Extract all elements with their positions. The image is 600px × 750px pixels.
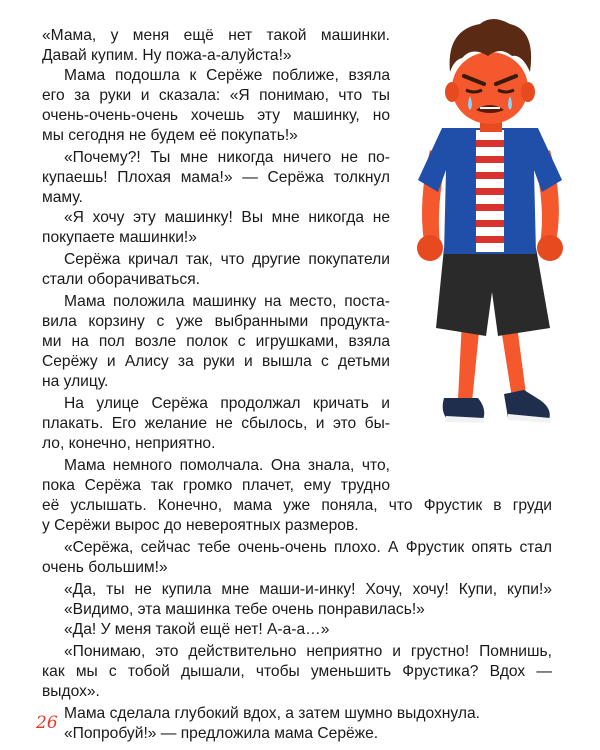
- text-line: плакать. Его желание не сбылось, и это бы-: [42, 415, 390, 432]
- text-line: как мы с тобой дышали, чтобы уменьшить Фрустика? Вдох —: [42, 663, 552, 680]
- text-line: на улицу.: [42, 373, 109, 390]
- text-line: «Почему?! Ты мне никогда ничего не по-: [64, 149, 390, 166]
- text-line: пока Серёжа так громко плачет, ему трудно: [42, 477, 390, 494]
- text-line: «Да, ты не купила мне маши-и-инку! Хочу, хочу! Купи, купи!»: [64, 581, 552, 598]
- text-line: ми на пол возле полок с игрушками, взяла: [42, 333, 390, 350]
- text-line: Мама положила машинку на место, поста-: [64, 293, 390, 310]
- text-line: очень-очень-очень хочешь эту машинку, но: [42, 107, 390, 124]
- text-line: «Да! У меня такой ещё нет! А-а-а…»: [64, 621, 330, 638]
- text-line: очень большим!»: [42, 559, 168, 576]
- text-line: у Серёжи вырос до невероятных размеров.: [42, 517, 359, 534]
- text-line: ло, конечно, неприятно.: [42, 435, 216, 452]
- text-line: «Мама, у меня ещё нет такой машинки.: [42, 27, 390, 44]
- text-line: её услышать. Конечно, мама уже поняла, что Фрустик в груди: [42, 497, 552, 514]
- text-line: «Видимо, эта машинка тебе очень понравилась!»: [64, 601, 425, 618]
- text-line: Мама немного помолчала. Она знала, что,: [64, 457, 390, 474]
- text-line: Мама подошла к Серёже поближе, взяла: [64, 67, 390, 84]
- text-line: «Понимаю, это действительно неприятно и грустно! Помнишь,: [64, 643, 552, 660]
- text-line: «Серёжа, сейчас тебе очень-очень плохо. А Фрустик опять стал: [64, 539, 552, 556]
- text-line: «Я хочу эту машинку! Вы мне никогда не: [64, 209, 390, 226]
- text-line: выдох».: [42, 683, 100, 700]
- text-line: маму.: [42, 189, 83, 206]
- angry-boy-illustration: [400, 10, 580, 460]
- text-line: «Попробуй!» — предложила мама Серёже.: [64, 725, 379, 742]
- text-line: Мама сделала глубокий вдох, а затем шумно выдохнула.: [64, 705, 480, 722]
- text-line: его за руки и сказала: «Я понимаю, что ты: [42, 87, 390, 104]
- text-line: вила корзину с уже выбранными продукта-: [42, 313, 390, 330]
- page-number: 26: [36, 713, 58, 733]
- text-line: Давай купим. Ну пожа-а-алуйста!»: [42, 47, 292, 64]
- text-line: мы сегодня не будем её покупать!»: [42, 127, 298, 144]
- text-line: покупаете машинки!»: [42, 229, 197, 246]
- text-line: стали оборачиваться.: [42, 271, 200, 288]
- text-line: купаешь! Плохая мама!» — Серёжа толкнул: [42, 169, 390, 186]
- text-line: На улице Серёжа продолжал кричать и: [64, 395, 390, 412]
- text-line: Серёжа кричал так, что другие покупатели: [64, 251, 390, 268]
- text-line: Серёжу и Алису за руки и вышла с детьми: [42, 353, 390, 370]
